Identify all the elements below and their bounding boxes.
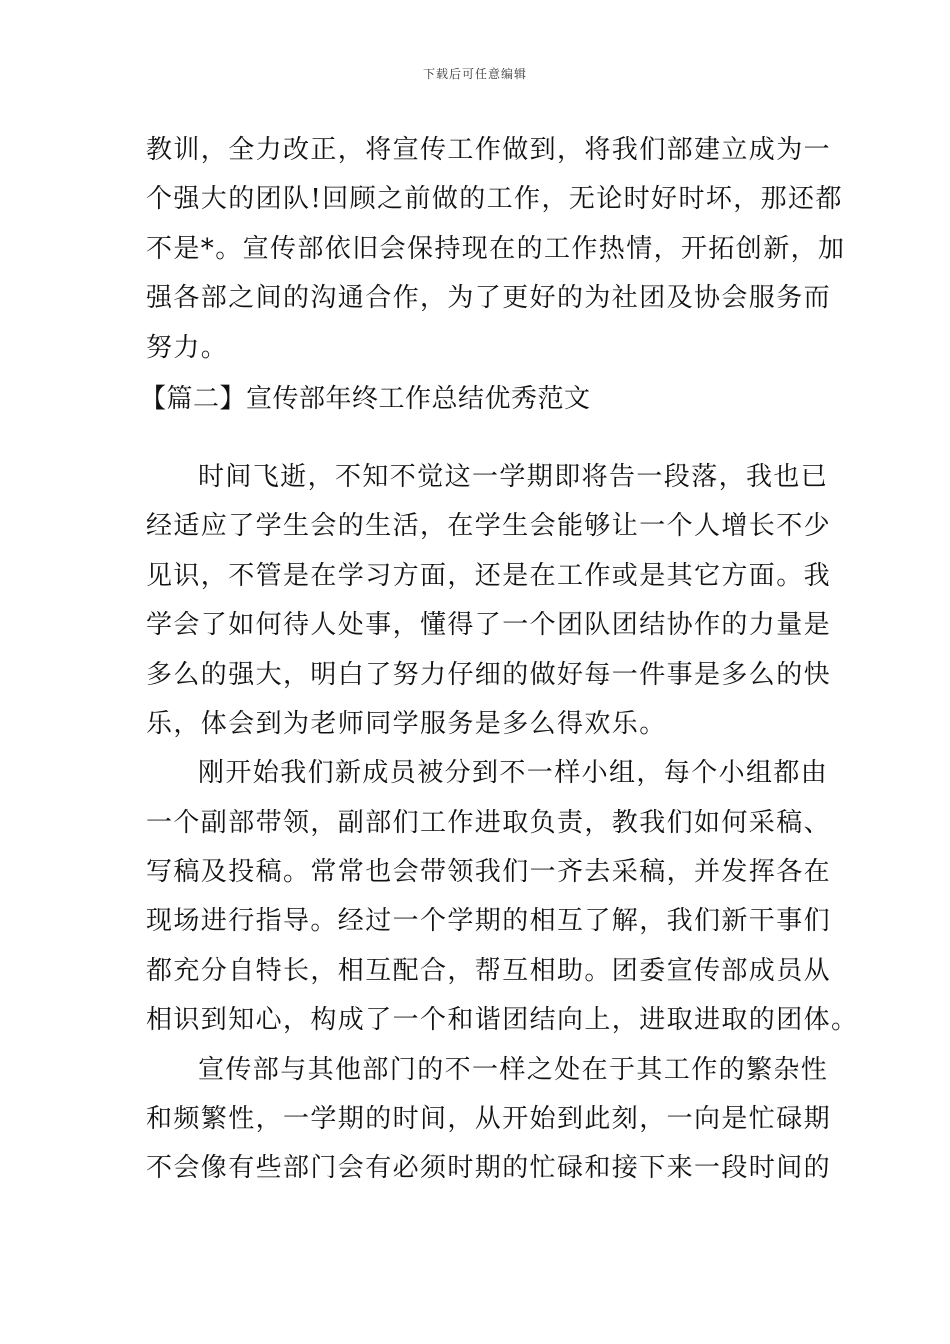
text-line: 多么的强大，明白了努力仔细的做好每一件事是多么的快 bbox=[146, 659, 832, 690]
section-heading: 【篇二】宣传部年终工作总结优秀范文 bbox=[140, 383, 591, 414]
text-line: 现场进行指导。经过一个学期的相互了解，我们新干事们 bbox=[146, 906, 832, 937]
text-line: 不是*。宣传部依旧会保持现在的工作热情，开拓创新，加 bbox=[146, 233, 846, 264]
text-line: 都充分自特长，相互配合，帮互相助。团委宣传部成员从 bbox=[146, 955, 832, 986]
text-line: 和频繁性，一学期的时间，从开始到此刻，一向是忙碌期 bbox=[146, 1104, 832, 1135]
text-line: 强各部之间的沟通合作，为了更好的为社团及协会服务而 bbox=[146, 283, 832, 314]
text-line: 乐，体会到为老师同学服务是多么得欢乐。 bbox=[146, 708, 667, 739]
paragraph-first-line: 刚开始我们新成员被分到不一样小组，每个小组都由 bbox=[198, 758, 829, 789]
text-line: 见识，不管是在学习方面，还是在工作或是其它方面。我 bbox=[146, 560, 832, 591]
text-line: 经适应了学生会的生活，在学生会能够让一个人增长不少 bbox=[146, 511, 832, 542]
text-line: 不会像有些部门会有必须时期的忙碌和接下来一段时间的 bbox=[146, 1153, 832, 1184]
page-header-note: 下载后可任意编辑 bbox=[422, 67, 527, 81]
text-line: 个强大的团队!回顾之前做的工作，无论时好时坏，那还都 bbox=[146, 184, 843, 215]
paragraph-first-line: 时间飞逝，不知不觉这一学期即将告一段落，我也已 bbox=[198, 461, 829, 492]
text-line: 相识到知心，构成了一个和谐团结向上，进取进取的团体。 bbox=[146, 1005, 859, 1036]
paragraph-first-line: 宣传部与其他部门的不一样之处在于其工作的繁杂性 bbox=[198, 1054, 829, 1085]
text-line: 教训，全力改正，将宣传工作做到，将我们部建立成为一 bbox=[146, 135, 832, 165]
text-line: 学会了如何待人处事，懂得了一个团队团结协作的力量是 bbox=[146, 610, 832, 641]
blank-spacer bbox=[146, 425, 810, 453]
document-body bbox=[140, 126, 859, 1194]
text-line: 写稿及投稿。常常也会带领我们一齐去采稿，并发挥各在 bbox=[146, 857, 832, 888]
text-line: 努力。 bbox=[146, 332, 229, 363]
text-line: 一个副部带领，副部们工作进取负责，教我们如何采稿、 bbox=[146, 807, 832, 838]
